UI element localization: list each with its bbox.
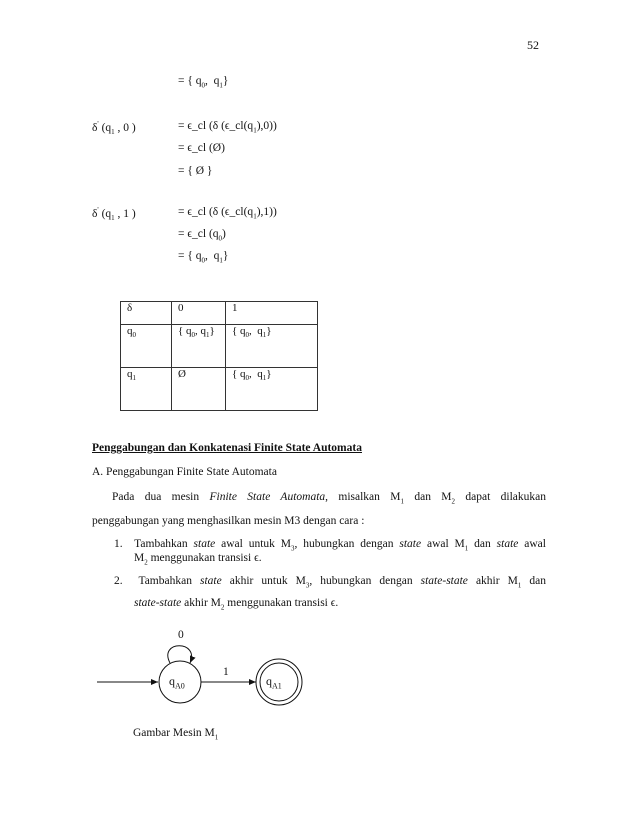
figure-caption: Gambar Mesin $M_1$ <box>133 727 219 742</box>
list-item-continuation: $M_2$ menggunakan transisi ϵ. <box>134 552 262 567</box>
paragraph-line: penggabungan yang menghasilkan mesin M3 dengan cara : <box>92 515 365 527</box>
state-label-final: $q_{A1}$ <box>266 674 282 691</box>
paragraph-line: Pada dua mesin Finite State Automata, misalkan $M_1$ dan $M_2$ dapat dilakukan <box>112 491 546 506</box>
table-cell: $q_0$ <box>121 325 172 368</box>
equation-line: = ϵ_cl (δ $(\epsilon\_cl(q_1),0)$) <box>178 120 277 135</box>
equation-line: = { $q_0$, $q_1$} <box>178 75 229 90</box>
section-title: Penggabungan dan Konkatenasi Finite State Automata <box>92 442 362 454</box>
table-cell: $q_1$ <box>121 368 172 411</box>
equation-line: = { Ø } <box>178 165 213 177</box>
table-cell: { $q_0$, $q_1$} <box>226 368 318 411</box>
equation-line: = ϵ_cl $(q_0)$ <box>178 228 226 243</box>
subsection-title: A. Penggabungan Finite State Automata <box>92 466 277 478</box>
table-cell: Ø <box>172 368 226 411</box>
loop-label: 0 <box>178 629 184 641</box>
table-header-cell: 0 <box>172 302 226 325</box>
equation-line: = ϵ_cl (Ø) <box>178 142 225 154</box>
table-header-cell: 1 <box>226 302 318 325</box>
equation-lhs: δ' ($q_1$ , 1 ) <box>92 206 136 223</box>
list-item-continuation: state-state akhir $M_2$ menggunakan transisi ϵ. <box>134 597 339 612</box>
table-header-cell: δ <box>121 302 172 325</box>
self-loop <box>168 646 192 663</box>
equation-line: = { $q_0$, $q_1$} <box>178 250 229 265</box>
edge-label: 1 <box>223 666 229 678</box>
list-item: 1. Tambahkan state awal untuk $M_3$, hubungkan dengan state awal $M_1$ dan state awal <box>114 538 546 553</box>
equation-lhs: δ' ($q_1$ , 0 ) <box>92 120 136 137</box>
page-number: 52 <box>527 38 539 52</box>
state-label-start: $q_{A0}$ <box>169 674 185 691</box>
table-cell: { $q_0$, $q_1$} <box>226 325 318 368</box>
list-item: 2. Tambahkan state akhir untuk $M_3$, hubungkan dengan state-state akhir $M_1$ dan <box>114 575 546 590</box>
table-cell: { $q_0$, $q_1$} <box>172 325 226 368</box>
equation-line: = ϵ_cl (δ $(\epsilon\_cl(q_1),1)$) <box>178 206 277 221</box>
